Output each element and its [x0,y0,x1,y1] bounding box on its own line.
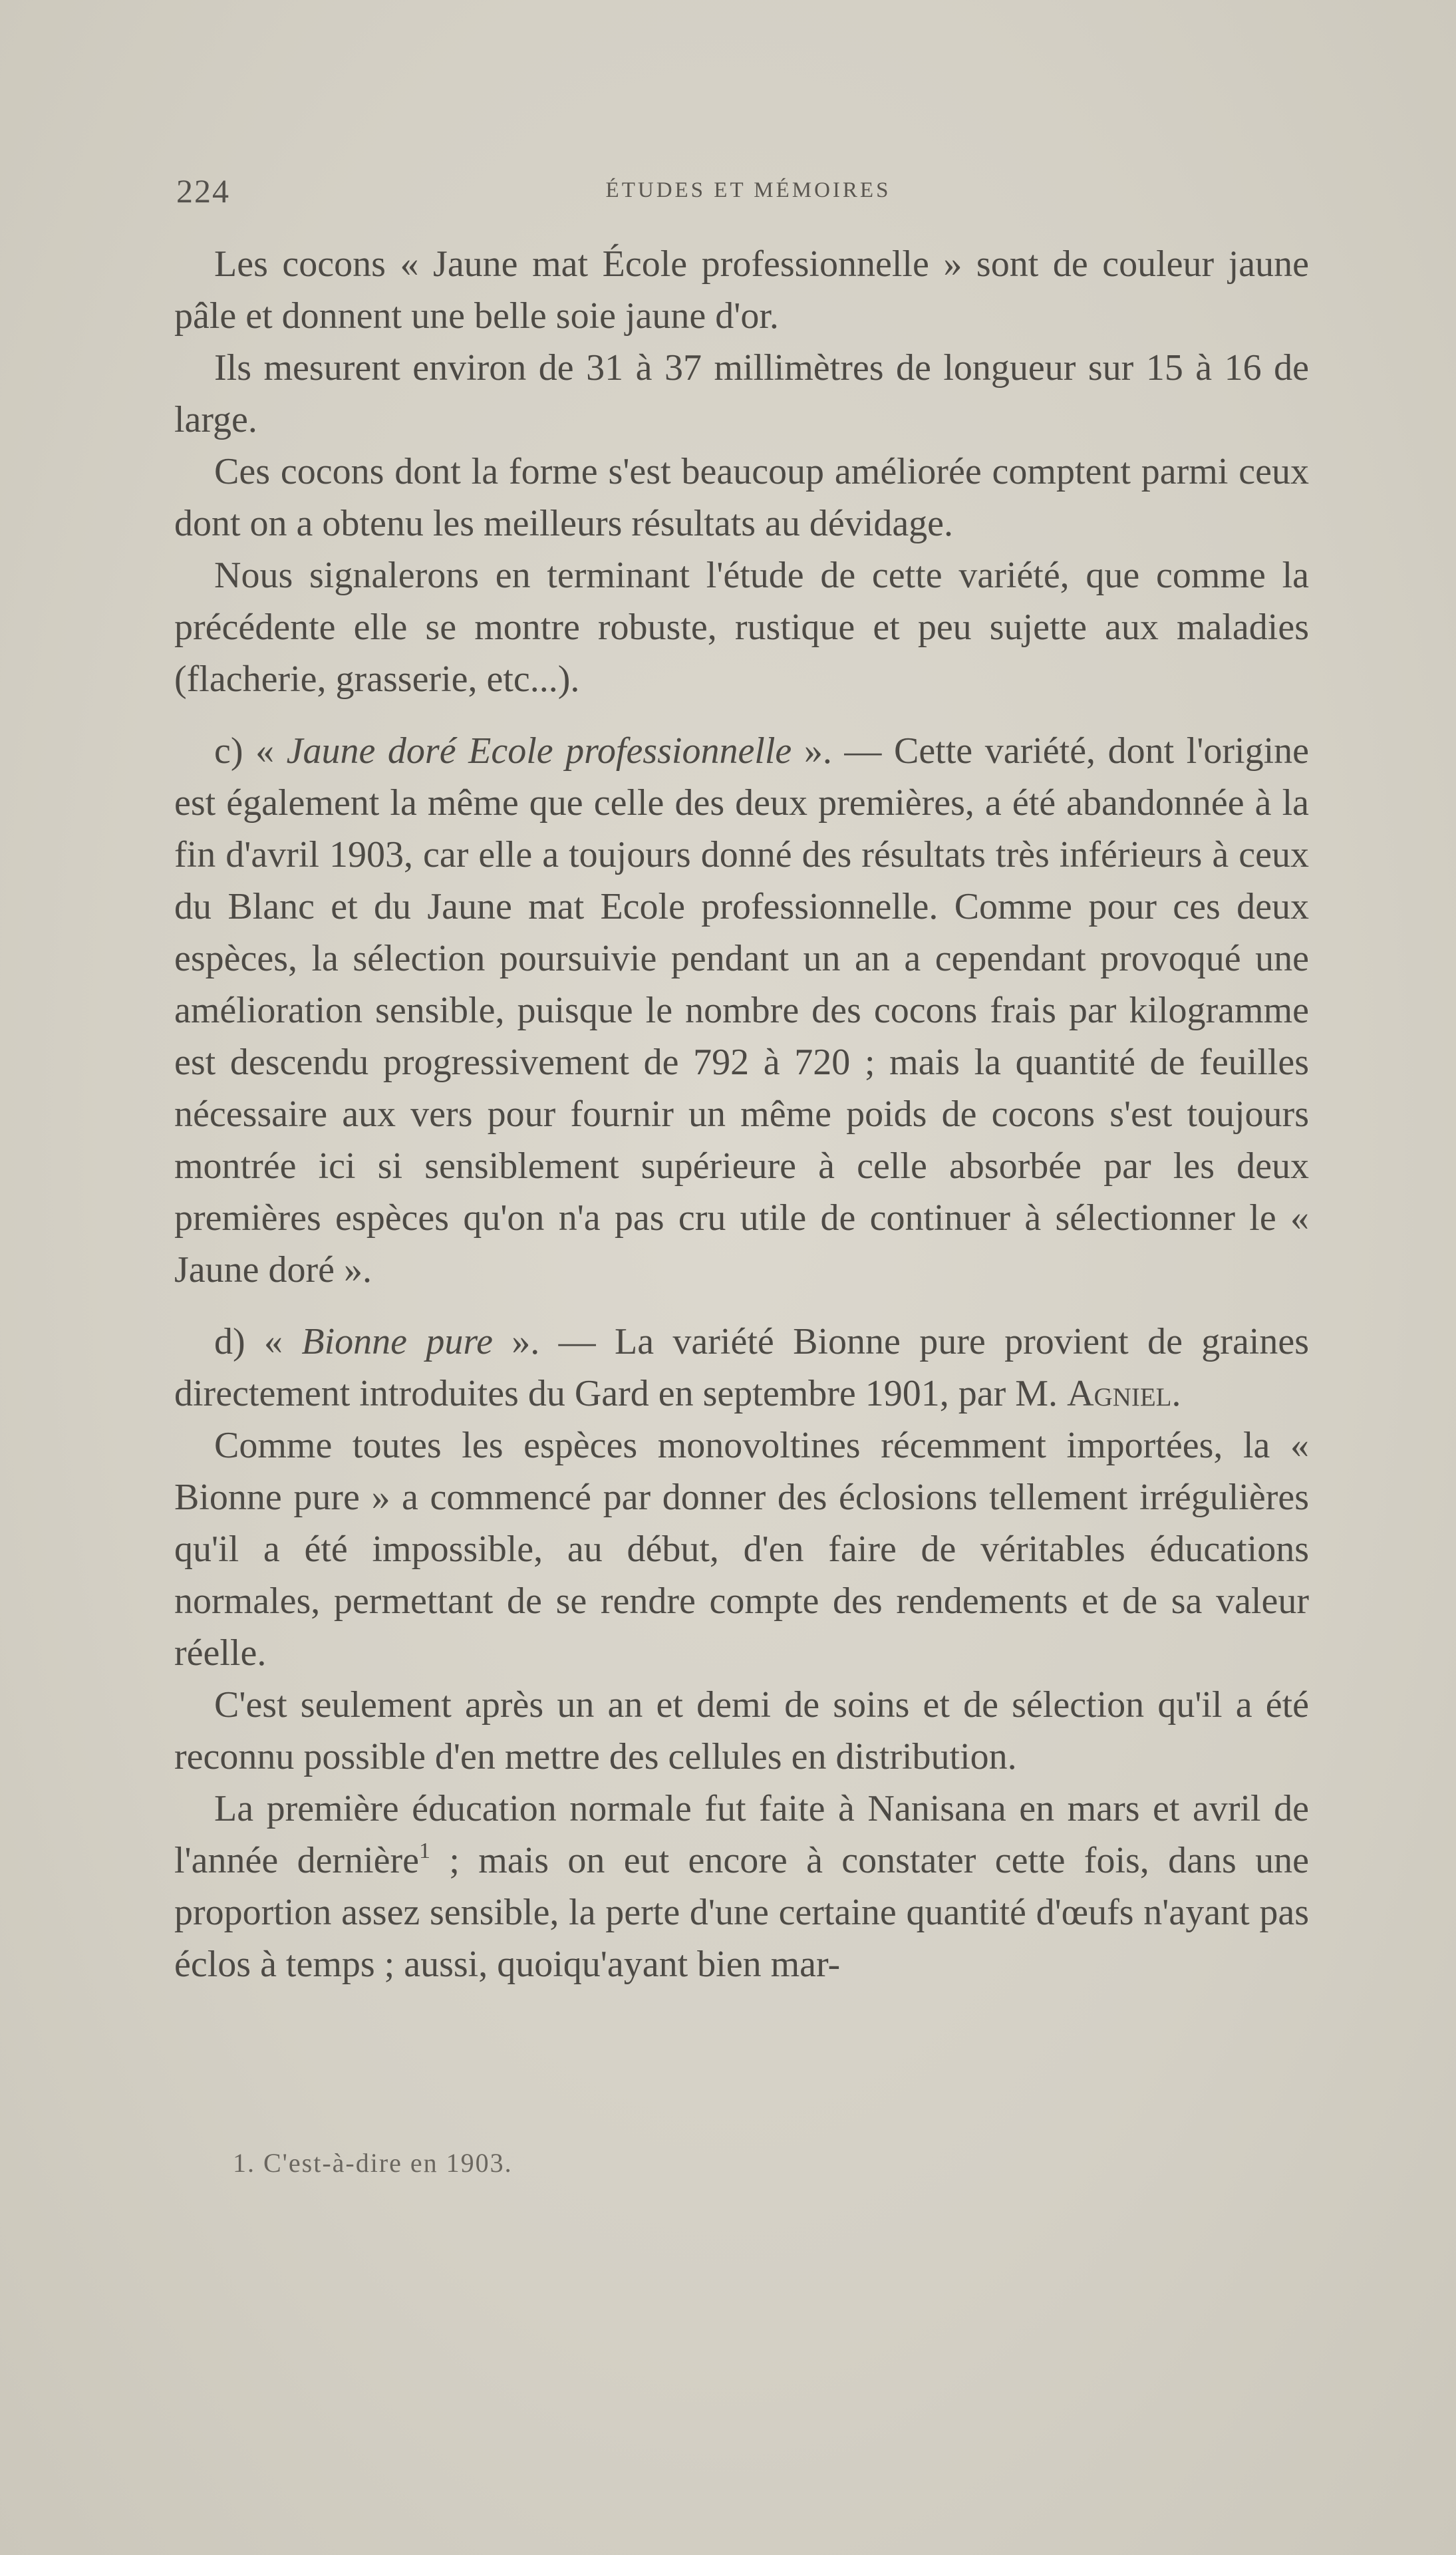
paragraph-monovoltine: Comme toutes les espèces monovoltines récemment importées, la « Bionne pure » a commencé par donner des éclosions tellement irrégulières qu'il a été impossible, au début, d'en faire de véritables éducations normales, permettant de se rendre compte des rendements et de sa valeur réelle. [174,1425,1309,1674]
paragraph-selection: C'est seulement après un an et demi de soins et de sélection qu'il a été reconnu possible d'en mettre des cellules en distribution. [174,1684,1309,1777]
section-marker-c: c) « [214,730,287,772]
footnote-reference: 1 [419,1839,430,1863]
paragraph-first-education-text: La première éducation normale fut faite à Nanisana en mars et avril de l'année dernière [174,1788,1309,1881]
section-marker-d: d) « [214,1321,302,1362]
paragraph-jaune-dore [174,725,1309,1296]
paragraph-jaune-dore-text: ». — Cette variété, dont l'origine est également la même que celle des deux premières, a été abandonnée à la fin d'avril 1903, car elle a toujours donné des résultats très inférieurs à ceux du Blanc et du Jaune mat Ecole professionnelle. Comme pour ces deux espèces, la sélection poursuivie pendant un an a cependant provoqué une amélioration sensible, puisque le nombre des cocons frais par kilogramme est descendu progressivement de 792 à 720 ; mais la quantité de feuilles nécessaire aux vers pour fournir un même poids de cocons s'est toujours montrée ici si sensiblement supérieure à celle absorbée par les deux premières espèces qu'on n'a pas cru utile de continuer à sélectionner le « Jaune doré ». [174,730,1310,1290]
variety-title-jaune-dore: Jaune doré Ecole professionnelle [286,730,792,772]
page-header [176,172,1320,212]
paragraph-cocoon-size: Ils mesurent environ de 31 à 37 millimètres de longueur sur 15 à 16 de large. [174,347,1309,440]
running-title: ÉTUDES ET MÉMOIRES [605,178,891,202]
paragraph-cocoon-form: Ces cocons dont la forme s'est beaucoup améliorée comptent parmi ceux dont on a obtenu les meilleurs résultats au dévidage. [174,451,1309,544]
body-text [174,238,1309,1990]
variety-title-bionne-pure: Bionne pure [301,1321,493,1362]
paragraph-first-education-continued: ; mais on eut encore à constater cette fois, dans une proportion assez sensible, la perte d'une certaine quantité d'œufs n'ayant pas éclos à temps ; aussi, quoiqu'ayant bien mar- [174,1840,1310,1985]
page-number: 224 [176,172,230,210]
footnote: 1. C'est-à-dire en 1903. [233,2148,513,2178]
paragraph-cocoon-color: Les cocons « Jaune mat École professionnelle » sont de couleur jaune pâle et donnent une belle soie jaune d'or. [174,243,1309,337]
paragraph-bionne-pure-text: ». — La variété Bionne pure provient de graines directement introduites du Gard en septembre 1901, par M. [174,1321,1309,1414]
person-name: Agniel. [1067,1373,1181,1414]
paragraph-first-education [174,1783,1309,1990]
paragraph-variety-robustness: Nous signalerons en terminant l'étude de cette variété, que comme la précédente elle se montre robuste, rustique et peu sujette aux maladies (flacherie, grasserie, etc...). [174,555,1309,700]
paragraph-bionne-pure [174,1316,1309,1420]
